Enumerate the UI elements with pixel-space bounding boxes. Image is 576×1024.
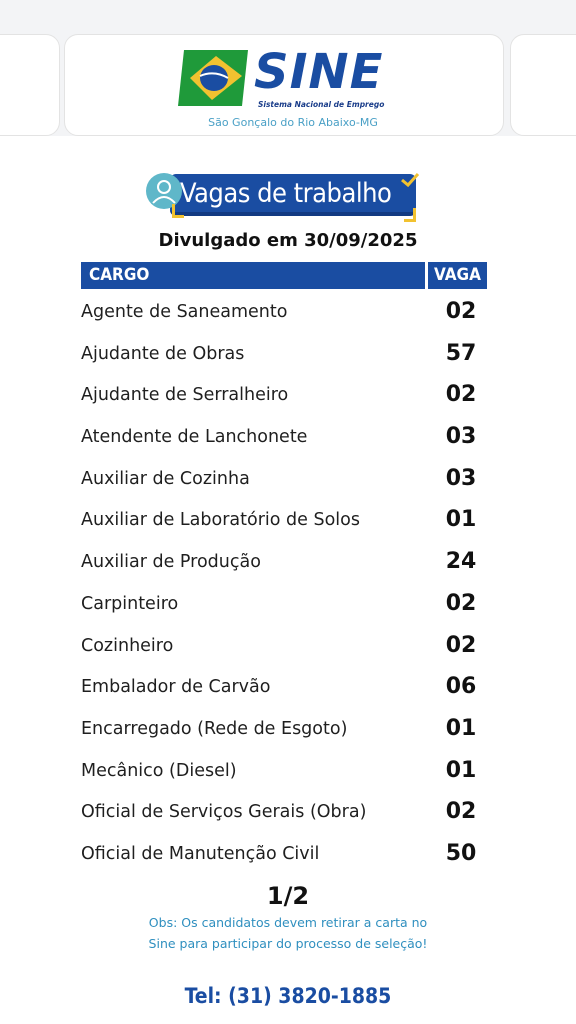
header-cargo: CARGO xyxy=(81,262,425,289)
table-header xyxy=(81,262,487,289)
header-vaga: VAGA xyxy=(428,262,487,289)
title-text: Vagas de trabalho xyxy=(180,178,392,209)
obs-line: Sine para participar do processo de seleção! xyxy=(148,936,428,951)
phone-number: Tel: (31) 3820-1885 xyxy=(184,984,392,1008)
table-row xyxy=(81,502,491,544)
table-row xyxy=(81,753,491,795)
row-cargo: Embalador de Carvão xyxy=(81,677,271,698)
table-row xyxy=(81,669,491,711)
job-list xyxy=(81,294,491,878)
row-vaga: 03 xyxy=(445,424,477,450)
sine-flag-icon xyxy=(178,46,248,110)
table-row xyxy=(81,544,491,586)
row-vaga: 06 xyxy=(445,674,477,700)
next-card[interactable] xyxy=(510,34,576,136)
table-row xyxy=(81,794,491,836)
row-cargo: Auxiliar de Cozinha xyxy=(81,468,250,489)
observation-note xyxy=(100,912,476,954)
logo-wordmark: SINE xyxy=(254,44,384,100)
row-vaga: 24 xyxy=(445,549,477,575)
table-row xyxy=(81,419,491,461)
row-cargo: Atendente de Lanchonete xyxy=(81,427,308,448)
row-vaga: 01 xyxy=(445,757,477,783)
table-row xyxy=(81,711,491,753)
table-row xyxy=(81,836,491,878)
city-label: São Gonçalo do Rio Abaixo-MG xyxy=(208,116,378,129)
row-vaga: 01 xyxy=(445,507,477,533)
row-vaga: 02 xyxy=(445,382,477,408)
table-row xyxy=(81,336,491,378)
table-row xyxy=(81,377,491,419)
row-cargo: Oficial de Serviços Gerais (Obra) xyxy=(81,802,367,823)
title-badge xyxy=(146,170,422,226)
row-cargo: Agente de Saneamento xyxy=(81,302,288,322)
row-cargo: Mecânico (Diesel) xyxy=(81,760,237,781)
row-cargo: Cozinheiro xyxy=(81,635,174,656)
published-date: Divulgado em 30/09/2025 xyxy=(158,230,418,251)
corner-decoration xyxy=(404,208,416,222)
row-vaga: 02 xyxy=(445,299,477,324)
row-cargo: Auxiliar de Laboratório de Solos xyxy=(81,510,360,531)
obs-line: Obs: Os candidatos devem retirar a carta no xyxy=(148,915,428,930)
row-cargo: Oficial de Manutenção Civil xyxy=(81,843,320,864)
row-vaga: 02 xyxy=(445,632,477,658)
check-icon xyxy=(400,172,420,188)
sine-logo xyxy=(178,42,408,132)
row-cargo: Auxiliar de Produção xyxy=(81,552,261,573)
logo-subtitle: Sistema Nacional de Emprego xyxy=(258,100,385,109)
row-vaga: 02 xyxy=(445,799,477,825)
row-cargo: Ajudante de Serralheiro xyxy=(81,385,289,406)
row-cargo: Ajudante de Obras xyxy=(81,343,245,364)
previous-card[interactable] xyxy=(0,34,60,136)
row-vaga: 57 xyxy=(445,340,477,366)
row-vaga: 03 xyxy=(445,465,477,491)
corner-decoration xyxy=(172,204,184,218)
row-vaga: 50 xyxy=(445,840,477,866)
row-cargo: Encarregado (Rede de Esgoto) xyxy=(81,718,348,739)
table-row xyxy=(81,294,491,336)
page-indicator: 1/2 xyxy=(266,882,310,910)
table-row xyxy=(81,628,491,670)
table-row xyxy=(81,461,491,503)
table-row xyxy=(81,586,491,628)
row-vaga: 01 xyxy=(445,715,477,741)
row-cargo: Carpinteiro xyxy=(81,593,179,614)
row-vaga: 02 xyxy=(445,590,477,616)
